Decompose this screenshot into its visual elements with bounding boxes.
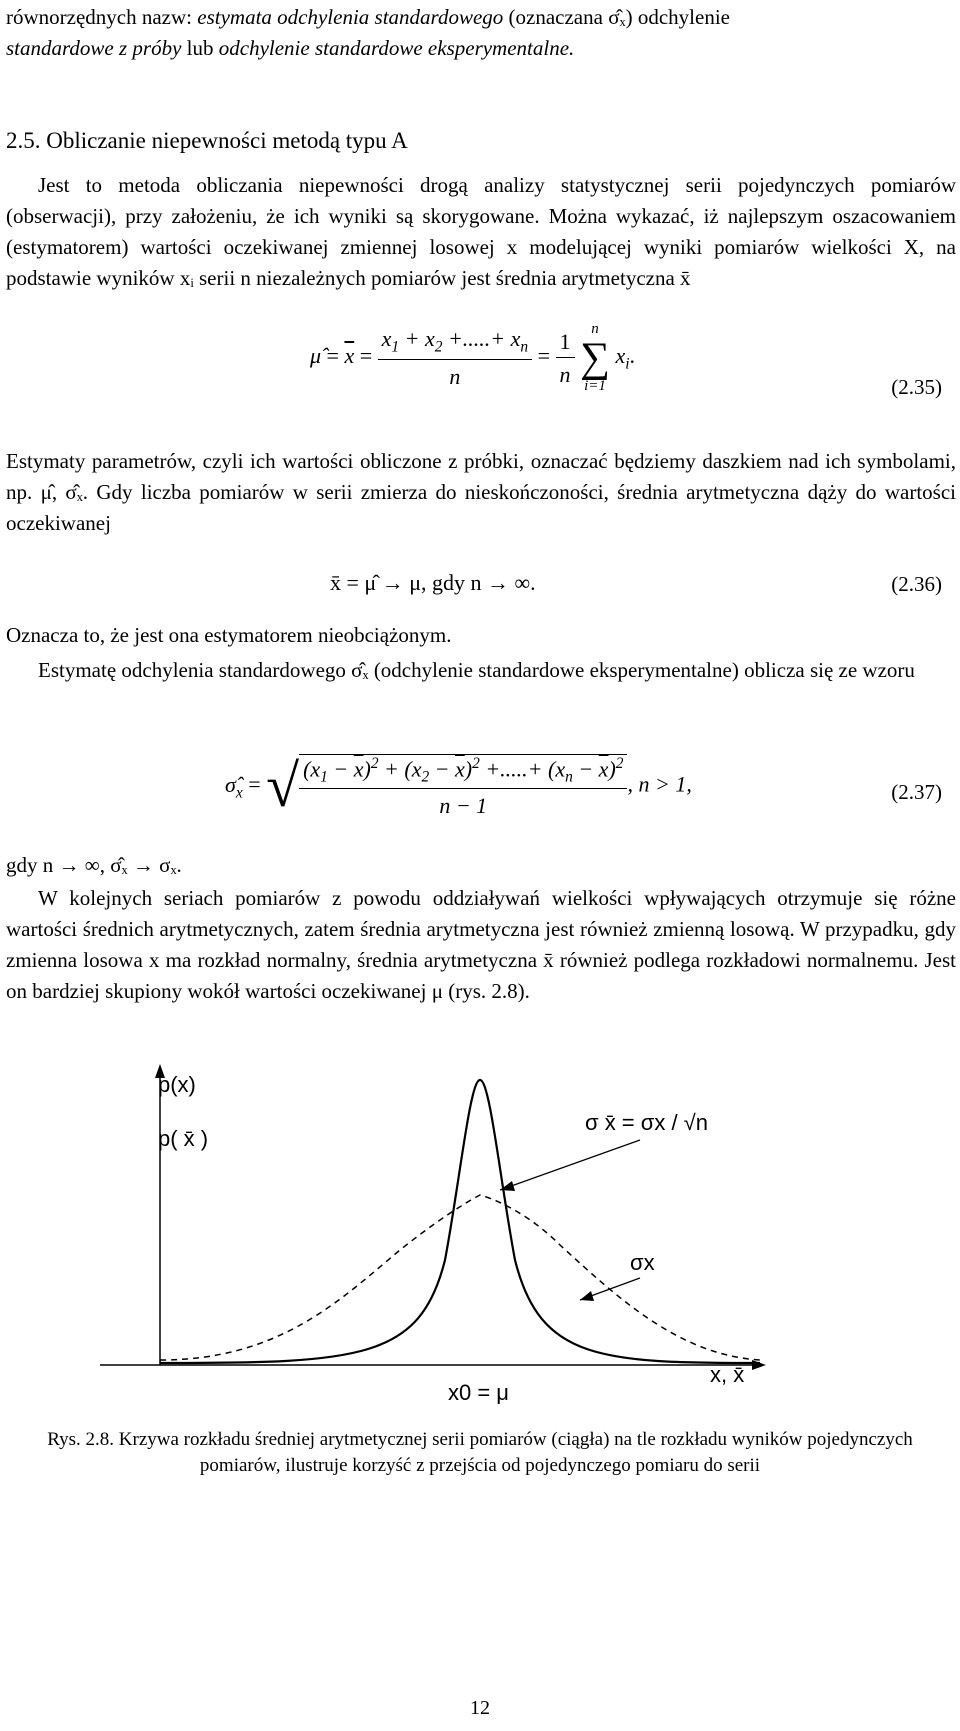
single-measurement-curve bbox=[160, 1195, 760, 1360]
section-heading: 2.5. Obliczanie niepewności metodą typu A bbox=[6, 128, 408, 153]
label-px: p(x) bbox=[158, 1072, 196, 1097]
page-number: 12 bbox=[470, 1697, 490, 1719]
paragraph-estimates: Estymaty parametrów, czyli ich wartości obliczone z próbki, oznaczać będziemy daszkiem nad ich symbolami, np. μ̂, σ̂ₓ. Gdy liczba pomiarów w serii zmierza do nieskończoności, średnia arytmetyczna dąży do wartości oczekiwanej bbox=[6, 449, 956, 535]
sigma-bar-arrow bbox=[500, 1140, 640, 1190]
equation-number-2-36: (2.36) bbox=[891, 572, 942, 596]
equation-number-2-35: (2.35) bbox=[891, 375, 942, 399]
figure-caption: Rys. 2.8. Krzywa rozkładu średniej arytmetycznej serii pomiarów (ciągła) na tle rozkładu wyników pojedynczych pomiarów, ilustruje korzyść z przejścia od pojedynczego pomiaru do serii bbox=[47, 1429, 913, 1476]
paragraph-series: W kolejnych seriach pomiarów z powodu oddziaływań wielkości wpływających otrzymuje się różne wartości średnich arytmetycznych, zatem średnia arytmetyczna jest również zmienną losową. W przypadku, gdy zmienna losowa x ma rozkład normalny, średnia arytmetyczna x̄ również podlega rozkładowi normalnemu. Jest on bardziej skupiony wokół wartości oczekiwanej μ (rys. 2.8). bbox=[6, 886, 956, 1003]
paragraph-method-a: Jest to metoda obliczania niepewności drogą analizy statystycznej serii pojedynczych pomiarów (obserwacji), przy założeniu, że ich wyniki są skorygowane. Można wykazać, iż najlepszym oszacowaniem (estymatorem) wartości oczekiwanej zmiennej losowej x modelującej wyniki pomiarów wielkości X, na podstawie wyników xᵢ serii n niezależnych pomiarów jest średnia arytmetyczna x̄ bbox=[6, 173, 956, 290]
equation-2-35: μ̂ = $\overline{x}$ = $\frac{x_1 + x_2 +.....+ x_n}{n}$ = $\frac{1}{n}$ n ∑ i=1 $x_i$. bbox=[310, 321, 636, 394]
x-axis-arrow bbox=[752, 1360, 766, 1370]
paragraph-unbiased: Oznacza to, że jest ona estymatorem nieobciążonym. bbox=[6, 623, 452, 647]
equation-2-37: $\sigmâ_x$ = √ $\frac{(x_1 - \overline{x})^2 + (x_2 - \overline{x})^2 +.....+ (x_n - \overline{x})^2}{n - 1}$ , n > 1, bbox=[225, 753, 692, 819]
paragraph-std-estimate: Estymatę odchylenia standardowego σ̂ₓ (odchylenie standardowe eksperymentalne) oblicza się ze wzoru bbox=[38, 658, 915, 682]
equation-number-2-37: (2.37) bbox=[891, 780, 942, 804]
intro-paragraph: równorzędnych nazw: estymata odchylenia standardowego (oznaczana σ̂ₓ) odchylenie standardowe z próby lub odchylenie standardowe eksperymentalne. bbox=[6, 5, 730, 60]
sigma-x-arrowhead bbox=[580, 1291, 594, 1301]
label-x0: x0 = μ bbox=[448, 1380, 509, 1405]
limit-line: gdy n → ∞, σ̂ₓ → σₓ. bbox=[6, 853, 182, 877]
label-sigma-bar: σ x̄ = σx / √n bbox=[585, 1110, 708, 1135]
figure-2-8 bbox=[0, 1060, 960, 1420]
label-pxbar: p( x̄ ) bbox=[158, 1126, 209, 1151]
label-axis: x, x̄ bbox=[710, 1362, 745, 1387]
label-sigma-x: σx bbox=[630, 1250, 655, 1275]
equation-2-36: x̄ = μ̂ → μ, gdy n → ∞. bbox=[330, 570, 536, 595]
